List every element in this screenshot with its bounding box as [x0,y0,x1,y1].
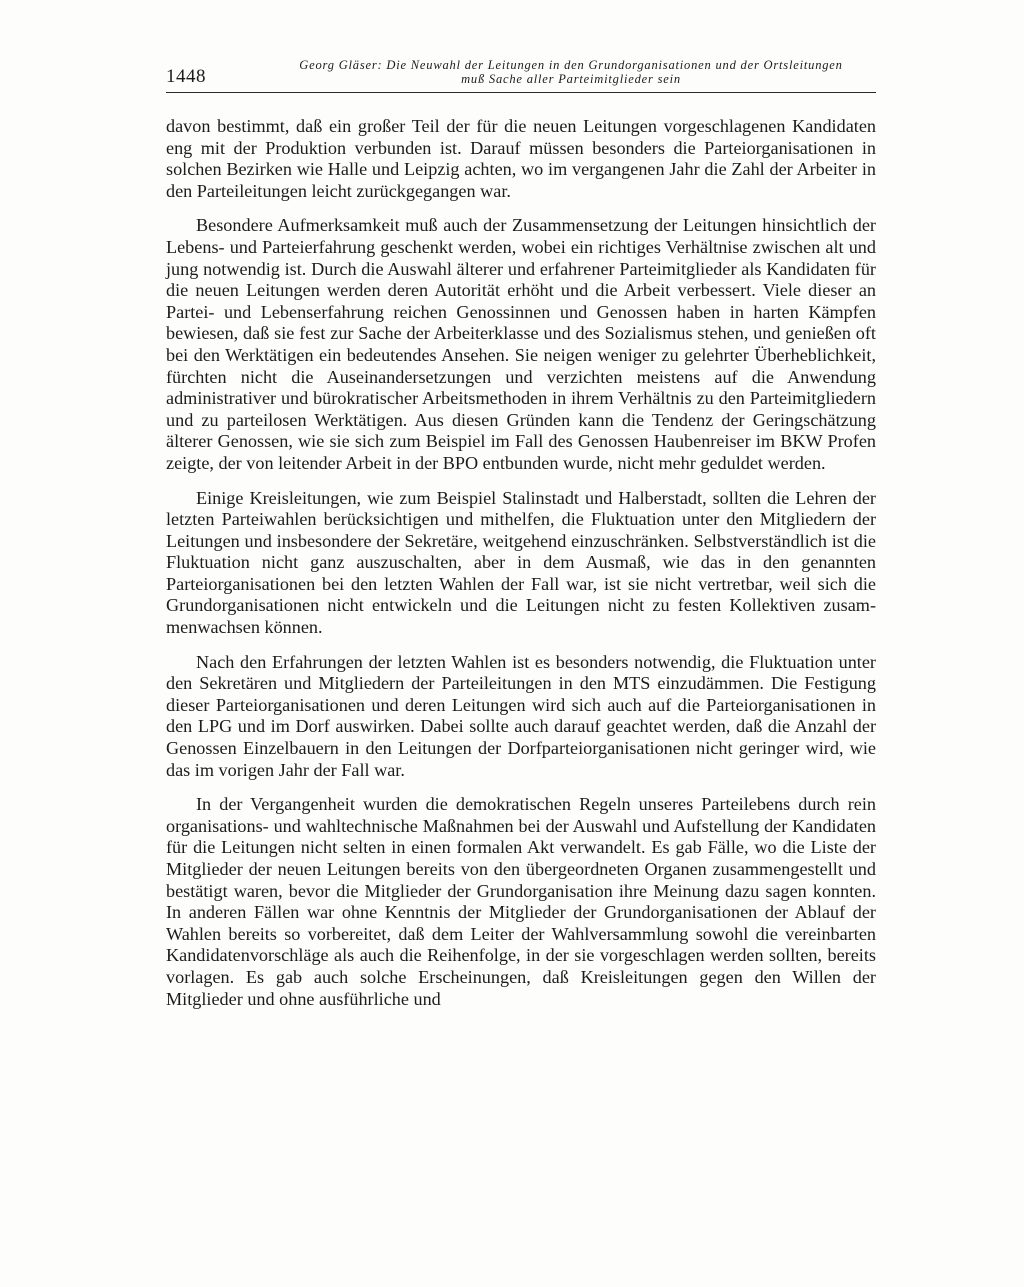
paragraph-5: In der Vergangenheit wurden die demokratischen Regeln unseres Parteilebens durch rein organisations- und wahltechnische Maßnahmen bei der Auswahl und Aufstellung der Kandidaten für die Leitungen nicht selten in einen formalen Akt verwandelt. Es gab Fälle, wo die Liste der Mitglieder der neuen Leitungen bereits von den übergeordneten Organen zusammengestellt und bestätigt waren, bevor die Mitglieder der Grundorganisation ihre Meinung dazu sagen konnten. In anderen Fällen war ohne Kenntnis der Mitglieder der Grundorganisationen der Ablauf der Wahlen bereits so vorbereitet, daß dem Leiter der Wahlversammlung sowohl die vereinbarten Kandidatenvorschläge als auch die Reihenfolge, in der sie vorgeschlagen werden sollten, bereits vorlagen. Es gab auch solche Erscheinungen, daß Kreisleitungen gegen den Willen der Mitglieder und ohne ausführliche und [166,794,876,1009]
page-header [166,58,876,93]
running-head-line-1: Georg Gläser: Die Neuwahl der Leitungen in den Grundorganisationen und der Ortsleitungen [299,58,843,72]
paragraph-2: Besondere Aufmerksamkeit muß auch der Zusammensetzung der Leitungen hinsichtlich der Lebens- und Parteierfahrung geschenkt werden, wobei ein richtiges Verhältnise zwischen alt und jung notwendig ist. Durch die Auswahl älterer und erfahrener Parteimitglieder als Kandidaten für die neuen Leitungen werden deren Autorität erhöht und die Arbeit verbessert. Viele dieser an Partei- und Lebenserfahrung reichen Genossinnen und Genossen haben in harten Kämpfen bewiesen, daß sie fest zur Sache der Arbeiterklasse und des Sozialismus stehen, und genießen oft bei den Werktätigen ein bedeutendes Ansehen. Sie neigen weniger zu gelehrter Überheblichkeit, fürchten nicht die Auseinandersetzungen und verzichten meistens auf die Anwendung administrativer und bürokratischer Arbeitsmethoden in ihrem Verhältnis zu den Parteimitgliedern und zu parteilosen Werktätigen. Aus diesen Gründen kann die Tendenz der Geringschätzung älterer Genossen, wie sie sich zum Beispiel im Fall des Genossen Haubenreiser im BKW Profen zeigte, der von leitender Arbeit in der BPO entbunden wurde, nicht mehr geduldet werden. [166,215,876,473]
paragraph-1: davon bestimmt, daß ein großer Teil der für die neuen Leitungen vorgeschlagenen Kandidaten eng mit der Produktion verbunden ist. Darauf müssen besonders die Parteiorganisationen in solchen Bezirken wie Halle und Leipzig achten, wo im vergangenen Jahr die Zahl der Arbeiter in den Parteileitungen leicht zurückgegangen war. [166,116,876,201]
running-head-line-2: muß Sache aller Parteimitglieder sein [461,72,681,86]
running-head [266,58,876,86]
body-text [166,116,876,1023]
page-number: 1448 [166,66,206,87]
paragraph-3: Einige Kreisleitungen, wie zum Beispiel Stalinstadt und Halberstadt, sollten die Lehren der letzten Parteiwahlen berücksichtigen und mithelfen, die Fluktuation unter den Mitgliedern der Leitungen und insbesondere der Sekretäre, weitgehend einzuschränken. Selbstverständlich ist die Fluktuation nicht ganz auszuschalten, aber in dem Ausmaß, wie das in den genannten Parteiorganisationen bei den letzten Wahlen der Fall war, ist sie nicht vertretbar, weil sich die Grundorganisationen nicht entwickeln und die Leitungen nicht zu festen Kollektiven zusammenwachsen können. [166,487,876,638]
paragraph-4: Nach den Erfahrungen der letzten Wahlen ist es besonders notwendig, die Fluktuation unter den Sekretären und Mitgliedern der Parteileitungen in den MTS einzudämmen. Die Festigung dieser Parteiorganisationen und deren Leitungen wird sich auch auf die Parteiorganisationen in den LPG und im Dorf auswirken. Dabei sollte auch darauf geachtet werden, daß die Anzahl der Genossen Einzelbauern in den Leitungen der Dorfparteiorganisationen nicht geringer wird, wie das im vorigen Jahr der Fall war. [166,651,876,780]
